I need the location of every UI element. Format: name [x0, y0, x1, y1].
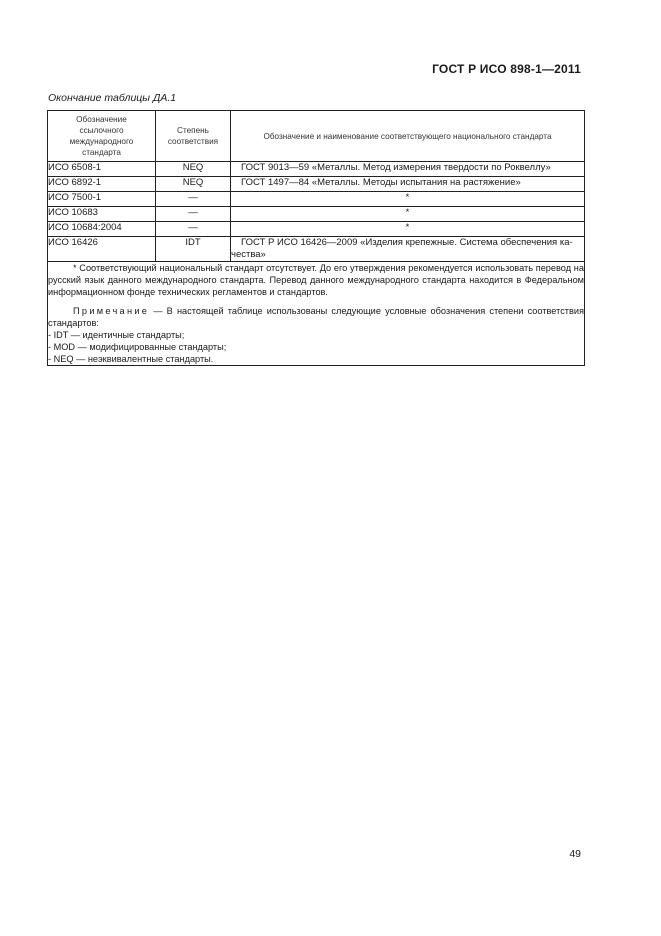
table-row [48, 192, 585, 207]
cell-national: ГОСТ 9013—59 «Металлы. Метод измерения твердости по Роквеллу» [231, 162, 585, 177]
list-item: - IDT — идентичные стандарты; [48, 330, 185, 340]
document-header: ГОСТ Р ИСО 898-1—2011 [432, 62, 581, 76]
cell-national: ГОСТ 1497—84 «Металлы. Методы испытания на растяжение» [231, 177, 585, 192]
cell-degree: — [156, 192, 231, 207]
cell-degree: NEQ [156, 162, 231, 177]
page-number: 49 [569, 848, 581, 860]
table-caption: Окончание таблицы ДА.1 [48, 92, 177, 104]
note-paragraph [48, 305, 584, 329]
table-row [48, 162, 585, 177]
reference-table [47, 110, 585, 366]
table-row [48, 222, 585, 237]
column-header-degree: Степень соответствия [156, 111, 231, 162]
list-item: - MOD — модифицированные стандарты; [48, 342, 227, 352]
cell-ref: ИСО 7500-1 [48, 192, 156, 207]
cell-ref: ИСО 10684:2004 [48, 222, 156, 237]
cell-ref: ИСО 10683 [48, 207, 156, 222]
footnote: * Соответствующий национальный стандарт отсутствует. До его утверждения рекомендуется использовать перевод на русский язык данного международного стандарта. Перевод данного международного стандарта находится в Федеральном информационном фонде технических регламентов и стандартов. [48, 263, 584, 297]
table-row [48, 207, 585, 222]
column-header-ref: Обозначение ссылочного международного стандарта [48, 111, 156, 162]
note-text: — В настоящей таблице использованы следующие условные обозначения степени соответствия стандартов: [48, 306, 584, 328]
cell-national: ГОСТ Р ИСО 16426—2009 «Изделия крепежные. Система обеспечения ка-чества» [231, 237, 585, 262]
table-row [48, 177, 585, 192]
cell-degree: IDT [156, 237, 231, 262]
notes-cell [48, 262, 585, 366]
column-header-national: Обозначение и наименование соответствующего национального стандарта [231, 111, 585, 162]
list-item: - NEQ — неэквивалентные стандарты. [48, 354, 214, 364]
notes-row [48, 262, 585, 366]
cell-degree: NEQ [156, 177, 231, 192]
cell-ref: ИСО 16426 [48, 237, 156, 262]
table-header-row [48, 111, 585, 162]
cell-ref: ИСО 6892-1 [48, 177, 156, 192]
cell-national: * [231, 207, 585, 222]
table-row [48, 237, 585, 262]
cell-national: * [231, 192, 585, 207]
cell-degree: — [156, 222, 231, 237]
cell-degree: — [156, 207, 231, 222]
cell-ref: ИСО 6508-1 [48, 162, 156, 177]
note-label: Примечание [73, 306, 150, 316]
cell-national: * [231, 222, 585, 237]
